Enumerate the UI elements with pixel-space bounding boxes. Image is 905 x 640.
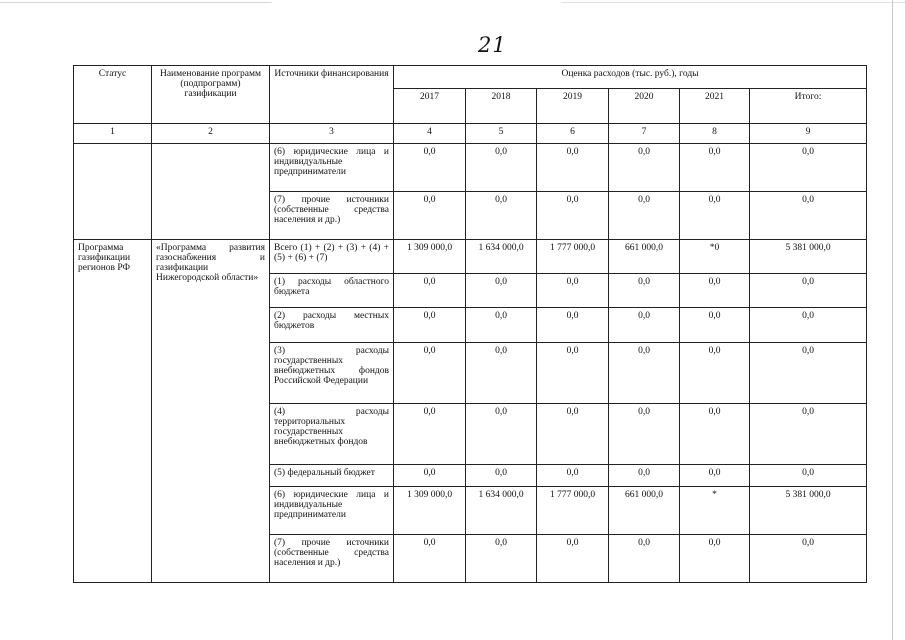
header-year: 2019	[537, 89, 609, 124]
value-cell: 0,0	[537, 192, 609, 240]
value-cell: 0,0	[466, 274, 537, 308]
program-name-cell	[152, 144, 270, 240]
value-cell: 0,0	[394, 535, 466, 583]
value-cell: 0,0	[680, 274, 750, 308]
value-cell: 0,0	[394, 404, 466, 465]
value-cell: 0,0	[750, 343, 867, 404]
source-cell: (2) расходы местных бюджетов	[270, 308, 394, 343]
column-number-row	[74, 124, 867, 144]
header-estimate: Оценка расходов (тыс. руб.), годы	[394, 66, 867, 89]
value-cell: 1 309 000,0	[394, 240, 466, 274]
value-cell: 5 381 000,0	[750, 240, 867, 274]
value-cell: 0,0	[680, 404, 750, 465]
expenditure-table	[73, 65, 867, 583]
value-cell: 0,0	[466, 144, 537, 192]
column-number: 1	[74, 124, 152, 144]
header-year: 2021	[680, 89, 750, 124]
value-cell: 0,0	[394, 144, 466, 192]
source-cell: (6) юридические лица и индивидуальные предприниматели	[270, 487, 394, 535]
program-name-cell: «Программа развития газоснабжения и газификации Нижегородской области»	[152, 240, 270, 583]
program-status-cell: Программа газификации регионов РФ	[74, 240, 152, 583]
value-cell: 0,0	[680, 343, 750, 404]
value-cell: 0,0	[609, 535, 680, 583]
value-cell: 0,0	[466, 308, 537, 343]
header-sources: Источники финансирования	[270, 66, 394, 124]
scan-edge-top	[0, 2, 905, 3]
value-cell: 0,0	[466, 535, 537, 583]
value-cell: 0,0	[680, 465, 750, 487]
value-cell: 1 777 000,0	[537, 240, 609, 274]
value-cell: 0,0	[466, 404, 537, 465]
value-cell: 0,0	[609, 465, 680, 487]
value-cell: 5 381 000,0	[750, 487, 867, 535]
header-year: 2020	[609, 89, 680, 124]
value-cell: 0,0	[394, 192, 466, 240]
scan-edge-right	[892, 0, 893, 640]
value-cell: 0,0	[609, 343, 680, 404]
value-cell: 0,0	[750, 274, 867, 308]
table-row	[74, 240, 867, 274]
value-cell: 0,0	[537, 308, 609, 343]
source-cell: (1) расходы областного бюджета	[270, 274, 394, 308]
value-cell: 1 309 000,0	[394, 487, 466, 535]
column-number: 2	[152, 124, 270, 144]
value-cell: *0	[680, 240, 750, 274]
column-number: 7	[609, 124, 680, 144]
header-program-name: Наименование программ (подпрограмм) газификации	[152, 66, 270, 124]
value-cell: 0,0	[609, 192, 680, 240]
status-cell	[74, 144, 152, 240]
value-cell: 0,0	[537, 343, 609, 404]
column-number: 8	[680, 124, 750, 144]
value-cell: 0,0	[394, 343, 466, 404]
header-year: 2017	[394, 89, 466, 124]
header-status: Статус	[74, 66, 152, 124]
value-cell: *	[680, 487, 750, 535]
source-cell: (4) расходы территориальных государственных внебюджетных фондов	[270, 404, 394, 465]
source-cell: (7) прочие источники (собственные средства населения и др.)	[270, 535, 394, 583]
source-cell: (5) федеральный бюджет	[270, 465, 394, 487]
value-cell: 0,0	[750, 465, 867, 487]
header-row	[74, 66, 867, 89]
column-number: 9	[750, 124, 867, 144]
value-cell: 0,0	[609, 308, 680, 343]
value-cell: 0,0	[537, 465, 609, 487]
header-total: Итого:	[750, 89, 867, 124]
column-number: 6	[537, 124, 609, 144]
value-cell: 0,0	[394, 308, 466, 343]
table-row	[74, 144, 867, 192]
value-cell: 0,0	[466, 192, 537, 240]
header-year: 2018	[466, 89, 537, 124]
value-cell: 0,0	[680, 192, 750, 240]
value-cell: 0,0	[609, 404, 680, 465]
source-cell: Всего (1) + (2) + (3) + (4) + (5) + (6) + (7)	[270, 240, 394, 274]
column-number: 4	[394, 124, 466, 144]
column-number: 5	[466, 124, 537, 144]
value-cell: 0,0	[537, 144, 609, 192]
value-cell: 0,0	[394, 465, 466, 487]
value-cell: 661 000,0	[609, 487, 680, 535]
value-cell: 0,0	[537, 274, 609, 308]
column-number: 3	[270, 124, 394, 144]
source-cell: (7) прочие источники (собственные средства населения и др.)	[270, 192, 394, 240]
value-cell: 0,0	[609, 144, 680, 192]
value-cell: 0,0	[680, 308, 750, 343]
value-cell: 0,0	[537, 404, 609, 465]
value-cell: 1 634 000,0	[466, 240, 537, 274]
value-cell: 661 000,0	[609, 240, 680, 274]
source-cell: (3) расходы государственных внебюджетных фондов Российской Федерации	[270, 343, 394, 404]
value-cell: 0,0	[680, 144, 750, 192]
value-cell: 0,0	[537, 535, 609, 583]
value-cell: 0,0	[750, 144, 867, 192]
value-cell: 0,0	[750, 535, 867, 583]
value-cell: 0,0	[466, 465, 537, 487]
value-cell: 1 634 000,0	[466, 487, 537, 535]
value-cell: 1 777 000,0	[537, 487, 609, 535]
value-cell: 0,0	[394, 274, 466, 308]
value-cell: 0,0	[609, 274, 680, 308]
source-cell: (6) юридические лица и индивидуальные предприниматели	[270, 144, 394, 192]
value-cell: 0,0	[750, 404, 867, 465]
value-cell: 0,0	[466, 343, 537, 404]
page-number: 21	[478, 33, 507, 57]
value-cell: 0,0	[680, 535, 750, 583]
value-cell: 0,0	[750, 308, 867, 343]
value-cell: 0,0	[750, 192, 867, 240]
